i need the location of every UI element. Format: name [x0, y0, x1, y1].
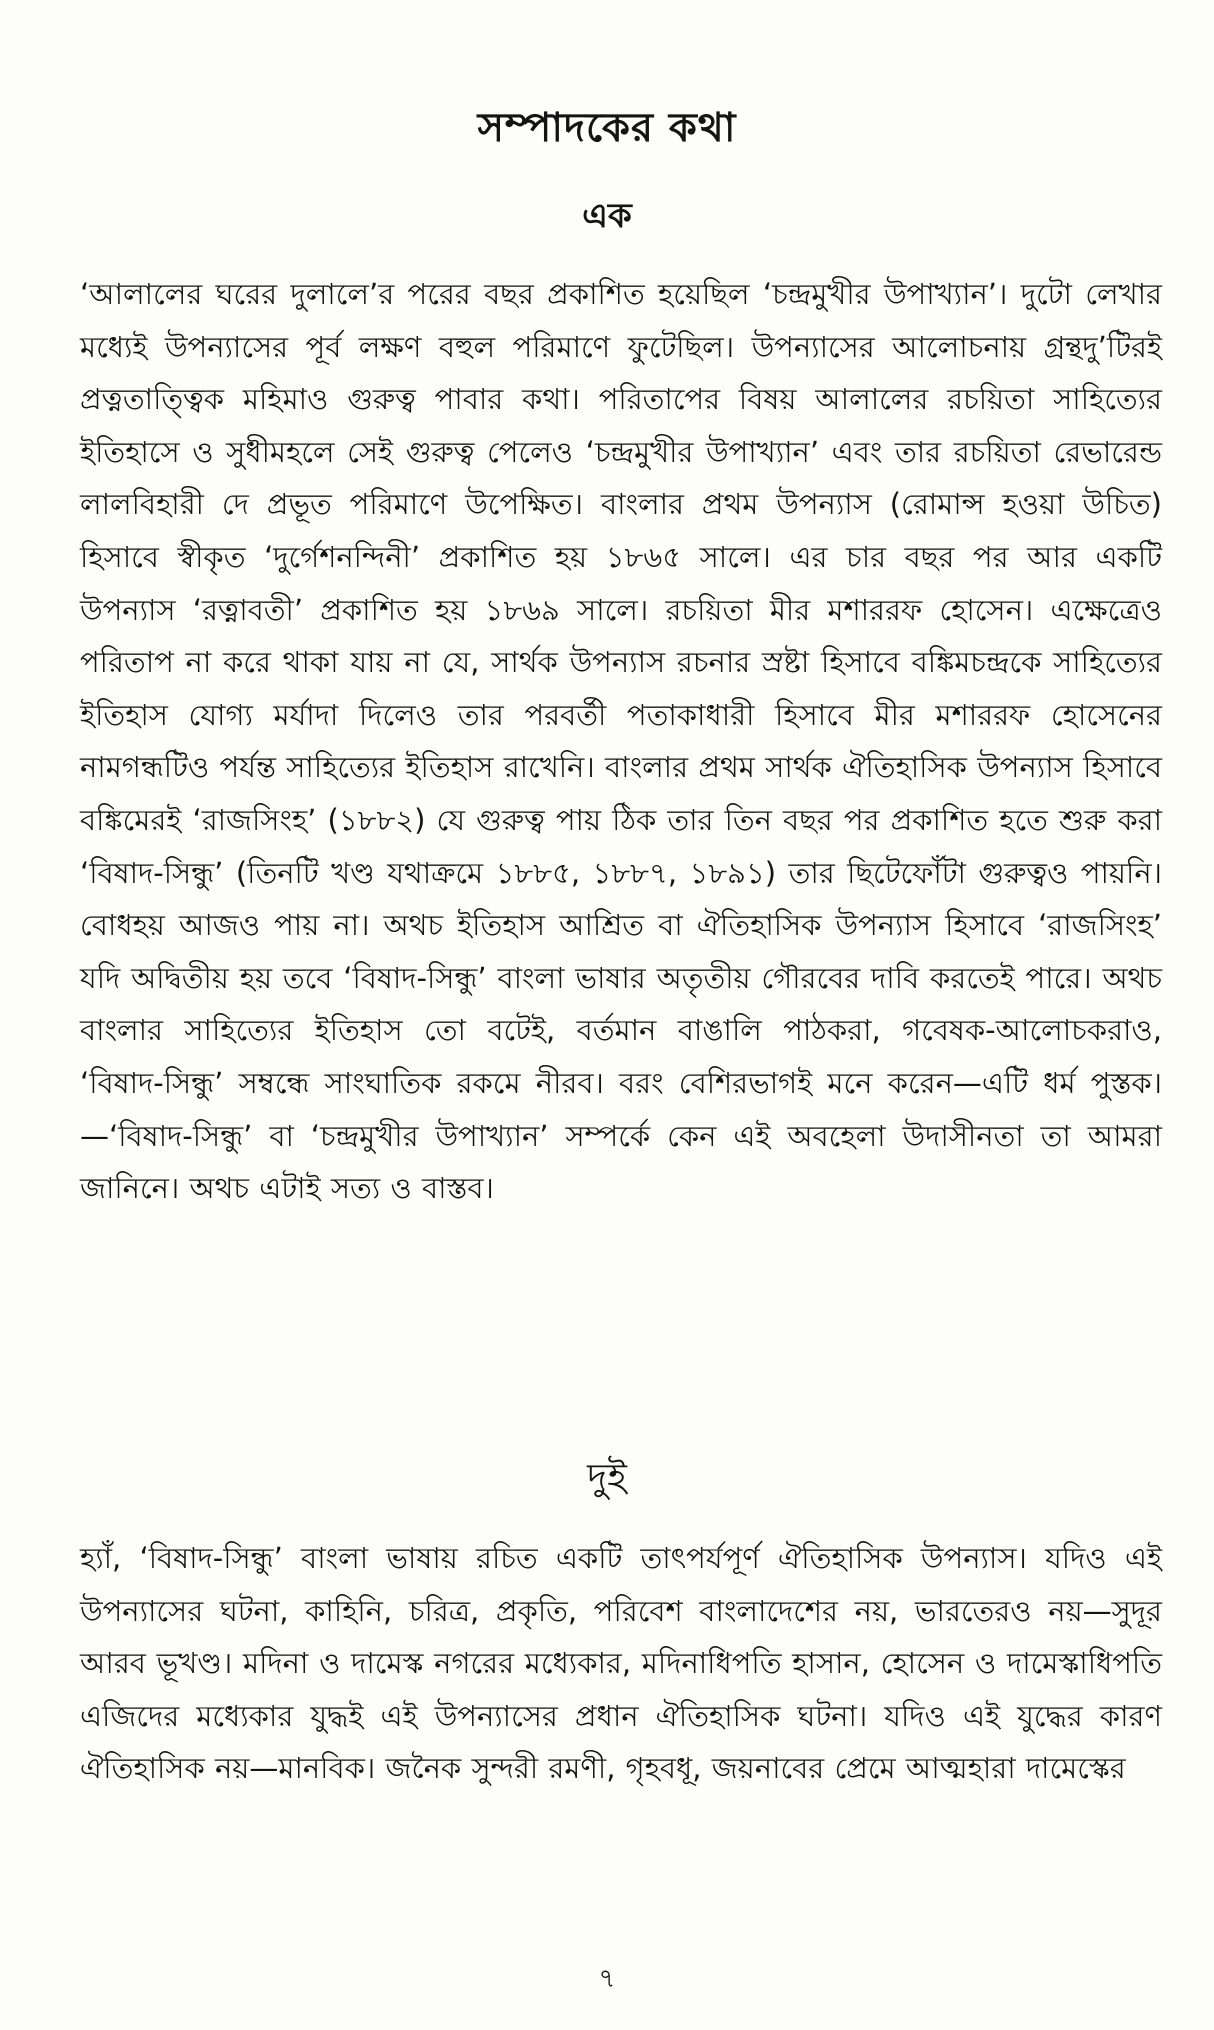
section-one-paragraph: ‘আলালের ঘরের দুলালে’র পরের বছর প্রকাশিত হয়েছিল ‘চন্দ্রমুখীর উপাখ্যান’। দুটো লেখার মধ্যেই উপন্যাসের পূর্ব লক্ষণ বহুল পরিমাণে ফুটেছিল। উপন্যাসের আলোচনায় গ্রন্থদু’টিরই প্রত্নতাত্ত্বিক মহিমাও গুরুত্ব পাবার কথা। পরিতাপের বিষয় আলালের রচয়িতা সাহিত্যের ইতিহাসে ও সুধীমহলে সেই গুরুত্ব পেলেও ‘চন্দ্রমুখীর উপাখ্যান’ এবং তার রচয়িতা রেভারেন্ড লালবিহারী দে প্রভূত পরিমাণে উপেক্ষিত। বাংলার প্রথম উপন্যাস (রোমান্স হওয়া উচিত) হিসাবে স্বীকৃত ‘দুর্গেশনন্দিনী’ প্রকাশিত হয় ১৮৬৫ সালে। এর চার বছর পর আর একটি উপন্যাস ‘রত্নাবতী’ প্রকাশিত হয় ১৮৬৯ সালে। রচয়িতা মীর মশাররফ হোসেন। এক্ষেত্রেও পরিতাপ না করে থাকা যায় না যে, সার্থক উপন্যাস রচনার স্রষ্টা হিসাবে বঙ্কিমচন্দ্রকে সাহিত্যের ইতিহাস যোগ্য মর্যাদা দিলেও তার পরবর্তী পতাকাধারী হিসাবে মীর মশাররফ হোসেনের নামগন্ধটিও পর্যন্ত সাহিত্যের ইতিহাস রাখেনি। বাংলার প্রথম সার্থক ঐতিহাসিক উপন্যাস হিসাবে বঙ্কিমেরই ‘রাজসিংহ’ (১৮৮২) যে গুরুত্ব পায় ঠিক তার তিন বছর পর প্রকাশিত হতে শুরু করা ‘বিষাদ-সিন্ধু’ (তিনটি খণ্ড যথাক্রমে ১৮৮৫, ১৮৮৭, ১৮৯১) তার ছিটেফোঁটা গুরুত্বও পায়নি। বোধহয় আজও পায় না। অথচ ইতিহাস আশ্রিত বা ঐতিহাসিক উপন্যাস হিসাবে ‘রাজসিংহ’ যদি অদ্বিতীয় হয় তবে ‘বিষাদ-সিন্ধু’ বাংলা ভাষার অতৃতীয় গৌরবের দাবি করতেই পারে। অথচ বাংলার সাহিত্যের ইতিহাস তো বটেই, বর্তমান বাঙালি পাঠকরা, গবেষক-আলোচকরাও, ‘বিষাদ-সিন্ধু’ সম্বন্ধে সাংঘাতিক রকমে নীরব। বরং বেশিরভাগই মনে করেন—এটি ধর্ম পুস্তক।—‘বিষাদ-সিন্ধু’ বা ‘চন্দ্রমুখীর উপাখ্যান’ সম্পর্কে কেন এই অবহেলা উদাসীনতা তা আমরা জানিনে। অথচ এটাই সত্য ও বাস্তব।	[80, 277, 1162, 1206]
page-number: ৭	[598, 1964, 616, 1994]
page-title: সম্পাদকের কথা	[477, 105, 737, 151]
section-heading-two: দুই	[587, 1455, 627, 1499]
section-two-paragraph: হ্যাঁ, ‘বিষাদ-সিন্ধু’ বাংলা ভাষায় রচিত একটি তাৎপর্যপূর্ণ ঐতিহাসিক উপন্যাস। যদিও এই উপন্যাসের ঘটনা, কাহিনি, চরিত্র, প্রকৃতি, পরিবেশ বাংলাদেশের নয়, ভারতেরও নয়—সুদূর আরব ভূখণ্ড। মদিনা ও দামেস্ক নগরের মধ্যেকার, মদিনাধিপতি হাসান, হোসেন ও দামেস্কাধিপতি এজিদের মধ্যেকার যুদ্ধই এই উপন্যাসের প্রধান ঐতিহাসিক ঘটনা। যদিও এই যুদ্ধের কারণ ঐতিহাসিক নয়—মানবিক। জনৈক সুন্দরী রমণী, গৃহবধূ, জয়নাবের প্রেমে আত্মহারা দামেস্কের	[80, 1541, 1162, 1786]
section-heading-one: এক	[582, 196, 632, 236]
